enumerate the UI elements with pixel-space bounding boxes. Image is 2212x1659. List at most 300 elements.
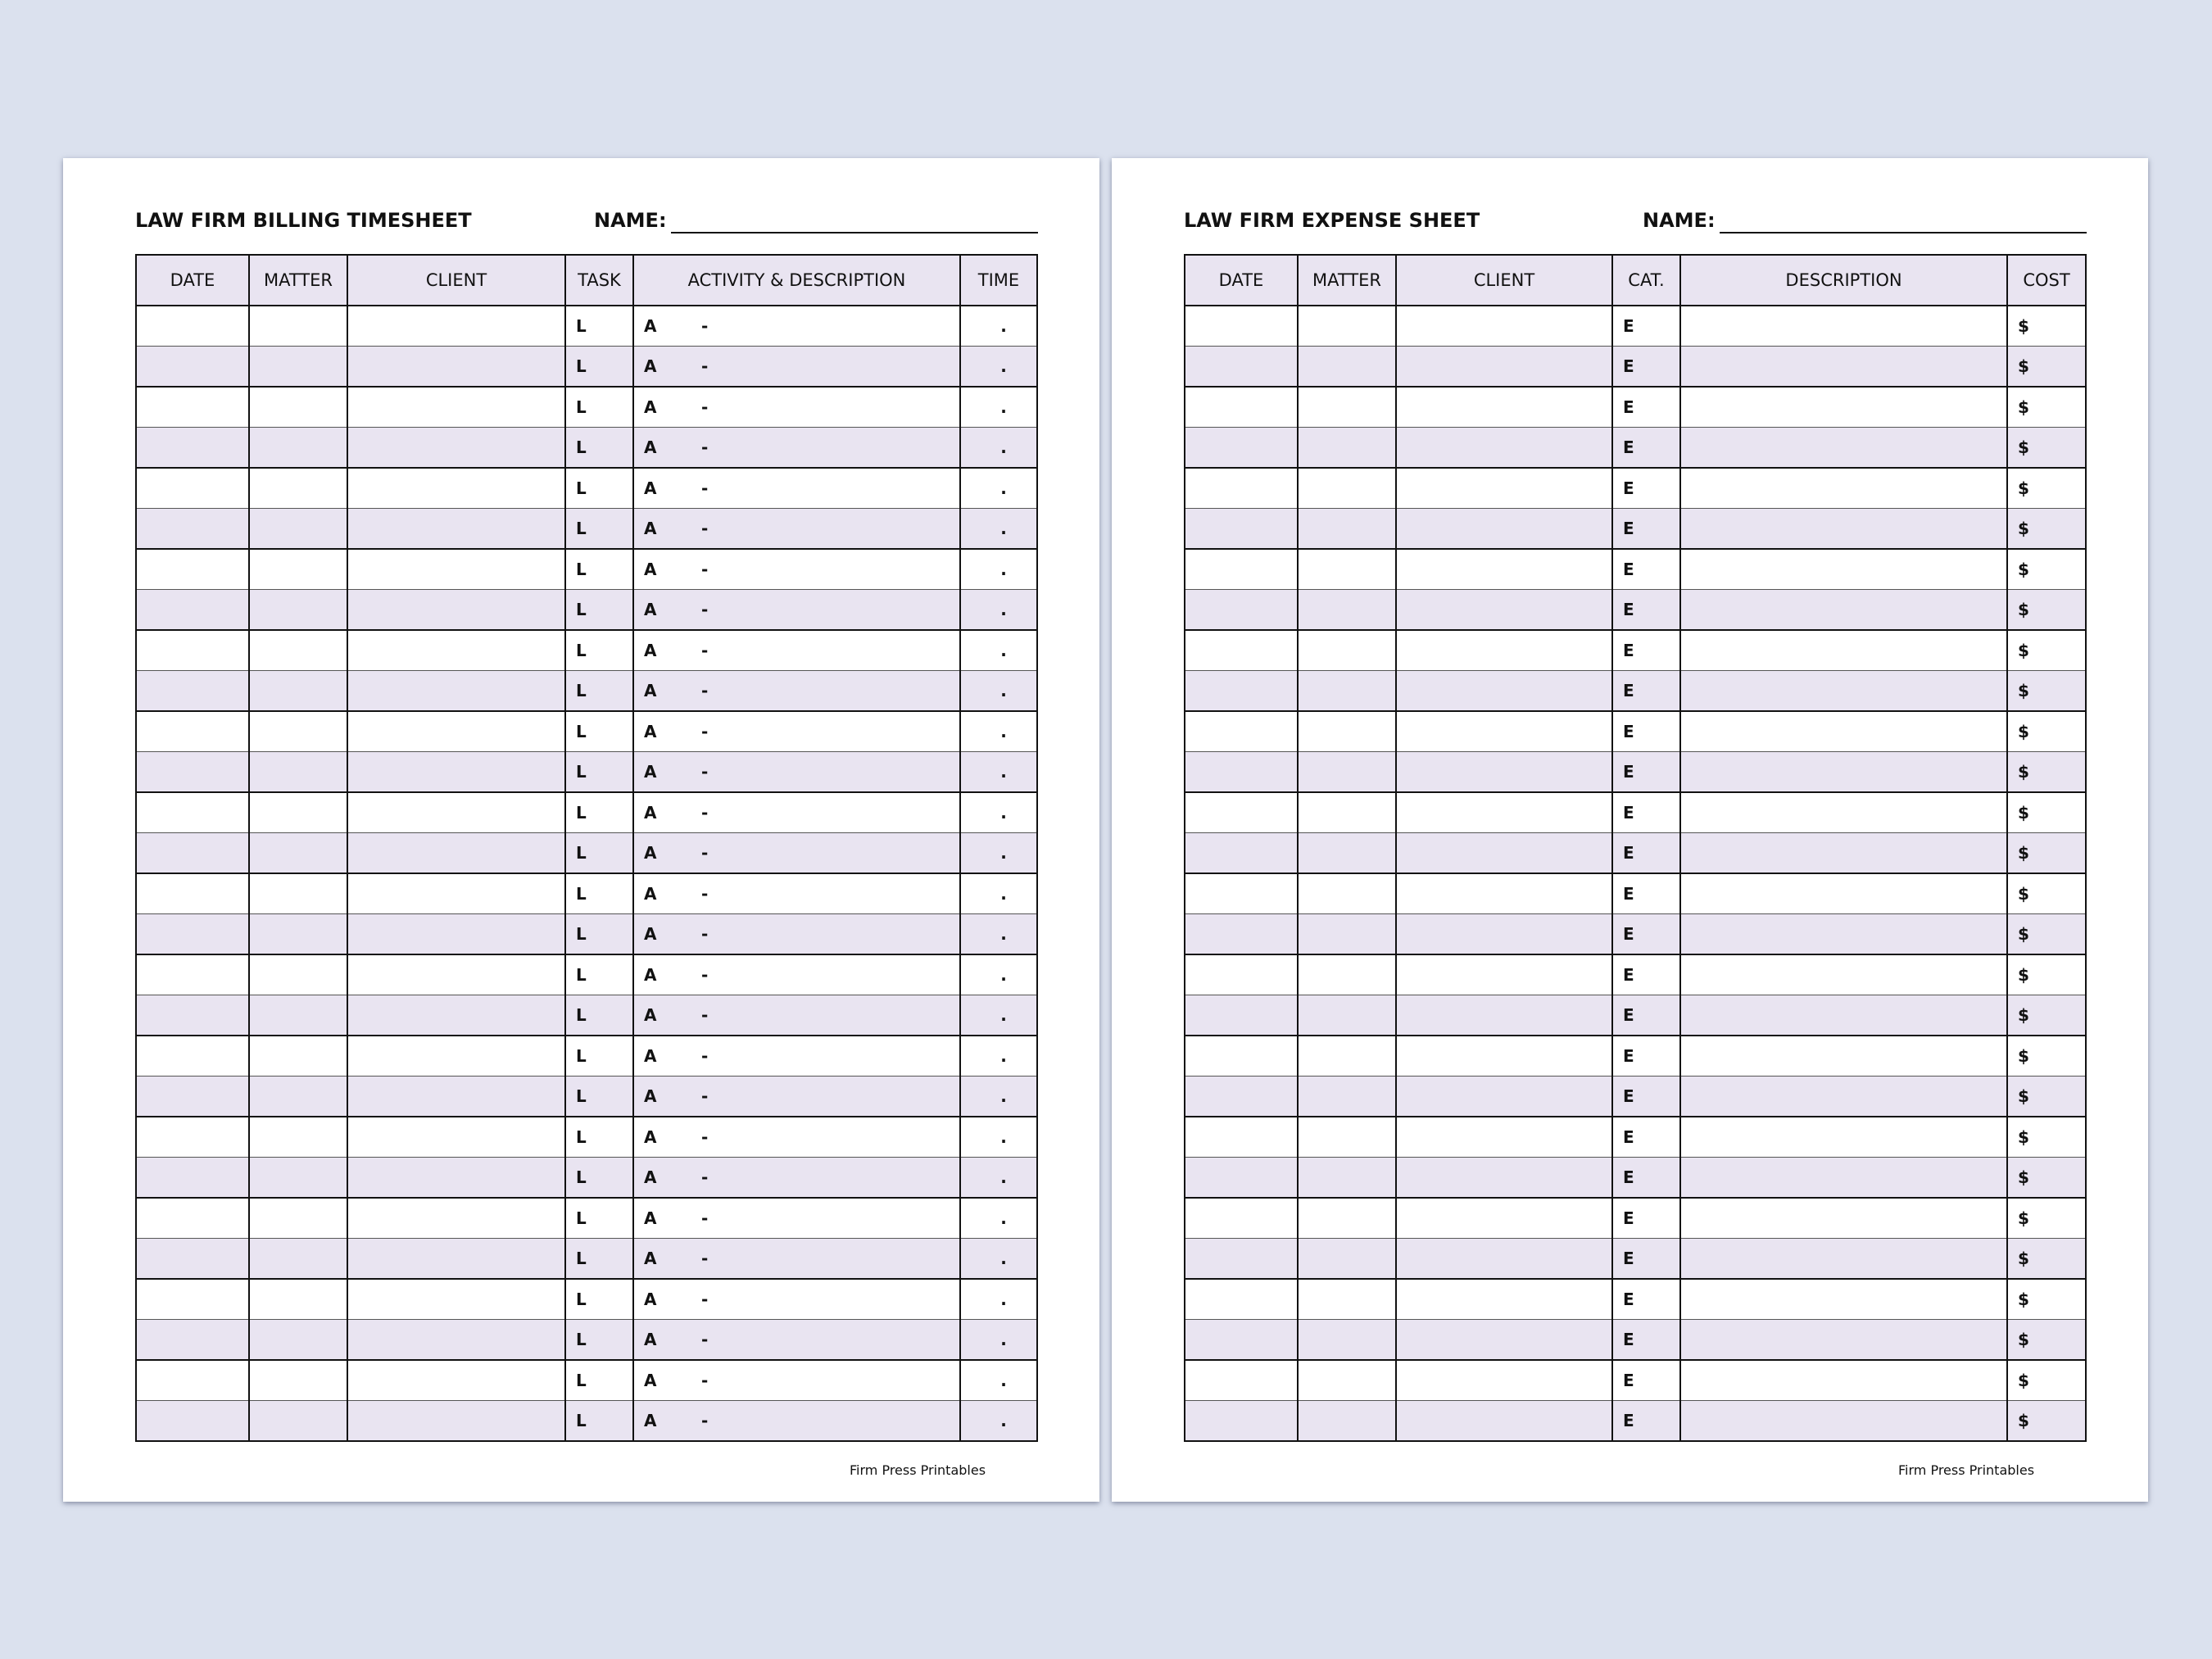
activity-cell[interactable] [633,833,960,874]
client-cell[interactable] [347,914,565,955]
description-cell[interactable] [1680,833,2007,874]
task-cell[interactable] [565,428,633,469]
date-cell[interactable] [136,1198,249,1239]
date-cell[interactable] [1185,792,1298,833]
client-cell[interactable] [1396,792,1612,833]
category-cell[interactable] [1612,954,1680,995]
task-cell[interactable] [565,1239,633,1280]
matter-cell[interactable] [249,1401,347,1442]
date-cell[interactable] [1185,1117,1298,1158]
cost-cell[interactable] [2007,792,2086,833]
matter-cell[interactable] [249,590,347,631]
time-cell[interactable] [960,1198,1037,1239]
client-cell[interactable] [347,306,565,347]
client-cell[interactable] [347,1239,565,1280]
time-cell[interactable] [960,1401,1037,1442]
category-cell[interactable] [1612,752,1680,793]
activity-cell[interactable] [633,347,960,388]
activity-cell[interactable] [633,630,960,671]
category-cell[interactable] [1612,1077,1680,1117]
matter-cell[interactable] [249,1158,347,1199]
date-cell[interactable] [1185,833,1298,874]
matter-cell[interactable] [249,1239,347,1280]
cost-cell[interactable] [2007,752,2086,793]
client-cell[interactable] [1396,1239,1612,1280]
date-cell[interactable] [1185,1036,1298,1077]
date-cell[interactable] [1185,590,1298,631]
category-cell[interactable] [1612,428,1680,469]
task-cell[interactable] [565,1401,633,1442]
category-cell[interactable] [1612,468,1680,509]
category-cell[interactable] [1612,995,1680,1036]
cost-cell[interactable] [2007,468,2086,509]
category-cell[interactable] [1612,792,1680,833]
description-cell[interactable] [1680,509,2007,550]
client-cell[interactable] [1396,1077,1612,1117]
matter-cell[interactable] [1298,387,1396,428]
client-cell[interactable] [347,428,565,469]
date-cell[interactable] [1185,1239,1298,1280]
matter-cell[interactable] [249,1198,347,1239]
matter-cell[interactable] [1298,549,1396,590]
description-cell[interactable] [1680,630,2007,671]
date-cell[interactable] [136,833,249,874]
matter-cell[interactable] [249,428,347,469]
task-cell[interactable] [565,914,633,955]
task-cell[interactable] [565,468,633,509]
matter-cell[interactable] [249,995,347,1036]
time-cell[interactable] [960,1077,1037,1117]
date-cell[interactable] [1185,1279,1298,1320]
matter-cell[interactable] [1298,1279,1396,1320]
category-cell[interactable] [1612,711,1680,752]
task-cell[interactable] [565,833,633,874]
description-cell[interactable] [1680,387,2007,428]
time-cell[interactable] [960,954,1037,995]
matter-cell[interactable] [249,509,347,550]
date-cell[interactable] [1185,1077,1298,1117]
date-cell[interactable] [1185,1158,1298,1199]
category-cell[interactable] [1612,590,1680,631]
cost-cell[interactable] [2007,995,2086,1036]
date-cell[interactable] [136,792,249,833]
cost-cell[interactable] [2007,914,2086,955]
time-cell[interactable] [960,873,1037,914]
time-cell[interactable] [960,306,1037,347]
activity-cell[interactable] [633,711,960,752]
client-cell[interactable] [1396,833,1612,874]
matter-cell[interactable] [1298,873,1396,914]
category-cell[interactable] [1612,1401,1680,1442]
task-cell[interactable] [565,306,633,347]
client-cell[interactable] [347,1158,565,1199]
client-cell[interactable] [1396,549,1612,590]
client-cell[interactable] [1396,1320,1612,1361]
client-cell[interactable] [347,509,565,550]
matter-cell[interactable] [1298,468,1396,509]
date-cell[interactable] [136,428,249,469]
matter-cell[interactable] [249,549,347,590]
description-cell[interactable] [1680,671,2007,712]
matter-cell[interactable] [1298,1198,1396,1239]
task-cell[interactable] [565,1117,633,1158]
category-cell[interactable] [1612,347,1680,388]
date-cell[interactable] [136,306,249,347]
client-cell[interactable] [347,347,565,388]
matter-cell[interactable] [1298,428,1396,469]
activity-cell[interactable] [633,428,960,469]
time-cell[interactable] [960,1360,1037,1401]
time-cell[interactable] [960,752,1037,793]
task-cell[interactable] [565,752,633,793]
description-cell[interactable] [1680,1279,2007,1320]
cost-cell[interactable] [2007,954,2086,995]
date-cell[interactable] [136,1320,249,1361]
time-cell[interactable] [960,995,1037,1036]
cost-cell[interactable] [2007,671,2086,712]
task-cell[interactable] [565,590,633,631]
description-cell[interactable] [1680,1320,2007,1361]
activity-cell[interactable] [633,1360,960,1401]
task-cell[interactable] [565,711,633,752]
cost-cell[interactable] [2007,306,2086,347]
task-cell[interactable] [565,792,633,833]
category-cell[interactable] [1612,914,1680,955]
cost-cell[interactable] [2007,590,2086,631]
time-cell[interactable] [960,1279,1037,1320]
cost-cell[interactable] [2007,1239,2086,1280]
client-cell[interactable] [347,1036,565,1077]
time-cell[interactable] [960,630,1037,671]
task-cell[interactable] [565,347,633,388]
category-cell[interactable] [1612,1198,1680,1239]
client-cell[interactable] [347,954,565,995]
client-cell[interactable] [347,711,565,752]
date-cell[interactable] [136,914,249,955]
date-cell[interactable] [1185,752,1298,793]
description-cell[interactable] [1680,752,2007,793]
category-cell[interactable] [1612,549,1680,590]
activity-cell[interactable] [633,954,960,995]
matter-cell[interactable] [249,306,347,347]
date-cell[interactable] [136,347,249,388]
task-cell[interactable] [565,549,633,590]
client-cell[interactable] [1396,995,1612,1036]
date-cell[interactable] [1185,306,1298,347]
description-cell[interactable] [1680,1077,2007,1117]
matter-cell[interactable] [249,1036,347,1077]
date-cell[interactable] [136,387,249,428]
matter-cell[interactable] [1298,590,1396,631]
activity-cell[interactable] [633,549,960,590]
description-cell[interactable] [1680,1360,2007,1401]
activity-cell[interactable] [633,387,960,428]
date-cell[interactable] [136,752,249,793]
date-cell[interactable] [136,1401,249,1442]
activity-cell[interactable] [633,1279,960,1320]
matter-cell[interactable] [1298,1360,1396,1401]
category-cell[interactable] [1612,1117,1680,1158]
cost-cell[interactable] [2007,833,2086,874]
client-cell[interactable] [347,549,565,590]
matter-cell[interactable] [1298,1158,1396,1199]
category-cell[interactable] [1612,1239,1680,1280]
time-cell[interactable] [960,914,1037,955]
time-cell[interactable] [960,509,1037,550]
description-cell[interactable] [1680,1239,2007,1280]
date-cell[interactable] [1185,428,1298,469]
client-cell[interactable] [1396,306,1612,347]
cost-cell[interactable] [2007,428,2086,469]
client-cell[interactable] [347,833,565,874]
client-cell[interactable] [347,752,565,793]
matter-cell[interactable] [1298,752,1396,793]
matter-cell[interactable] [1298,1239,1396,1280]
cost-cell[interactable] [2007,873,2086,914]
task-cell[interactable] [565,1158,633,1199]
client-cell[interactable] [347,995,565,1036]
client-cell[interactable] [1396,1401,1612,1442]
matter-cell[interactable] [1298,1401,1396,1442]
cost-cell[interactable] [2007,1360,2086,1401]
client-cell[interactable] [347,1360,565,1401]
category-cell[interactable] [1612,1158,1680,1199]
matter-cell[interactable] [1298,914,1396,955]
category-cell[interactable] [1612,1360,1680,1401]
activity-cell[interactable] [633,1239,960,1280]
matter-cell[interactable] [249,833,347,874]
matter-cell[interactable] [1298,995,1396,1036]
matter-cell[interactable] [249,914,347,955]
description-cell[interactable] [1680,1401,2007,1442]
matter-cell[interactable] [1298,671,1396,712]
date-cell[interactable] [1185,347,1298,388]
activity-cell[interactable] [633,509,960,550]
date-cell[interactable] [1185,509,1298,550]
client-cell[interactable] [347,1401,565,1442]
client-cell[interactable] [1396,347,1612,388]
time-cell[interactable] [960,711,1037,752]
matter-cell[interactable] [1298,954,1396,995]
category-cell[interactable] [1612,509,1680,550]
activity-cell[interactable] [633,873,960,914]
date-cell[interactable] [1185,1360,1298,1401]
category-cell[interactable] [1612,671,1680,712]
client-cell[interactable] [1396,752,1612,793]
time-cell[interactable] [960,428,1037,469]
date-cell[interactable] [136,873,249,914]
task-cell[interactable] [565,509,633,550]
description-cell[interactable] [1680,1158,2007,1199]
time-cell[interactable] [960,468,1037,509]
matter-cell[interactable] [1298,1077,1396,1117]
client-cell[interactable] [1396,630,1612,671]
matter-cell[interactable] [249,1117,347,1158]
matter-cell[interactable] [249,1077,347,1117]
client-cell[interactable] [347,468,565,509]
activity-cell[interactable] [633,792,960,833]
date-cell[interactable] [1185,873,1298,914]
time-cell[interactable] [960,1158,1037,1199]
description-cell[interactable] [1680,347,2007,388]
date-cell[interactable] [136,1360,249,1401]
category-cell[interactable] [1612,630,1680,671]
matter-cell[interactable] [1298,1036,1396,1077]
category-cell[interactable] [1612,387,1680,428]
cost-cell[interactable] [2007,1036,2086,1077]
date-cell[interactable] [1185,630,1298,671]
time-cell[interactable] [960,1036,1037,1077]
date-cell[interactable] [136,630,249,671]
cost-cell[interactable] [2007,1198,2086,1239]
activity-cell[interactable] [633,995,960,1036]
date-cell[interactable] [136,590,249,631]
activity-cell[interactable] [633,752,960,793]
cost-cell[interactable] [2007,1158,2086,1199]
matter-cell[interactable] [249,630,347,671]
date-cell[interactable] [136,549,249,590]
matter-cell[interactable] [1298,347,1396,388]
task-cell[interactable] [565,387,633,428]
date-cell[interactable] [136,671,249,712]
client-cell[interactable] [1396,1117,1612,1158]
category-cell[interactable] [1612,873,1680,914]
matter-cell[interactable] [249,387,347,428]
description-cell[interactable] [1680,549,2007,590]
matter-cell[interactable] [1298,1117,1396,1158]
client-cell[interactable] [347,1117,565,1158]
cost-cell[interactable] [2007,387,2086,428]
cost-cell[interactable] [2007,1279,2086,1320]
date-cell[interactable] [136,1117,249,1158]
cost-cell[interactable] [2007,1401,2086,1442]
task-cell[interactable] [565,1360,633,1401]
date-cell[interactable] [1185,468,1298,509]
client-cell[interactable] [347,1198,565,1239]
activity-cell[interactable] [633,306,960,347]
matter-cell[interactable] [249,468,347,509]
cost-cell[interactable] [2007,1077,2086,1117]
description-cell[interactable] [1680,873,2007,914]
cost-cell[interactable] [2007,1117,2086,1158]
description-cell[interactable] [1680,590,2007,631]
matter-cell[interactable] [249,347,347,388]
matter-cell[interactable] [249,671,347,712]
cost-cell[interactable] [2007,711,2086,752]
description-cell[interactable] [1680,1036,2007,1077]
date-cell[interactable] [1185,711,1298,752]
client-cell[interactable] [1396,428,1612,469]
activity-cell[interactable] [633,1077,960,1117]
client-cell[interactable] [347,387,565,428]
category-cell[interactable] [1612,1036,1680,1077]
client-cell[interactable] [347,792,565,833]
date-cell[interactable] [136,509,249,550]
activity-cell[interactable] [633,1320,960,1361]
description-cell[interactable] [1680,1198,2007,1239]
matter-cell[interactable] [249,1279,347,1320]
activity-cell[interactable] [633,1036,960,1077]
client-cell[interactable] [347,1279,565,1320]
time-cell[interactable] [960,387,1037,428]
date-cell[interactable] [1185,914,1298,955]
description-cell[interactable] [1680,954,2007,995]
description-cell[interactable] [1680,428,2007,469]
task-cell[interactable] [565,630,633,671]
date-cell[interactable] [1185,671,1298,712]
matter-cell[interactable] [1298,630,1396,671]
activity-cell[interactable] [633,590,960,631]
date-cell[interactable] [1185,954,1298,995]
client-cell[interactable] [1396,1279,1612,1320]
matter-cell[interactable] [249,1320,347,1361]
activity-cell[interactable] [633,671,960,712]
client-cell[interactable] [1396,1360,1612,1401]
task-cell[interactable] [565,671,633,712]
matter-cell[interactable] [249,711,347,752]
description-cell[interactable] [1680,306,2007,347]
client-cell[interactable] [1396,387,1612,428]
time-cell[interactable] [960,549,1037,590]
client-cell[interactable] [1396,914,1612,955]
client-cell[interactable] [1396,1158,1612,1199]
description-cell[interactable] [1680,711,2007,752]
task-cell[interactable] [565,1279,633,1320]
client-cell[interactable] [347,590,565,631]
date-cell[interactable] [1185,995,1298,1036]
matter-cell[interactable] [1298,792,1396,833]
category-cell[interactable] [1612,1320,1680,1361]
date-cell[interactable] [136,1279,249,1320]
category-cell[interactable] [1612,1279,1680,1320]
description-cell[interactable] [1680,468,2007,509]
activity-cell[interactable] [633,914,960,955]
time-cell[interactable] [960,590,1037,631]
date-cell[interactable] [1185,549,1298,590]
activity-cell[interactable] [633,1158,960,1199]
cost-cell[interactable] [2007,509,2086,550]
client-cell[interactable] [347,873,565,914]
task-cell[interactable] [565,1198,633,1239]
date-cell[interactable] [136,468,249,509]
client-cell[interactable] [1396,873,1612,914]
cost-cell[interactable] [2007,549,2086,590]
matter-cell[interactable] [249,873,347,914]
activity-cell[interactable] [633,1117,960,1158]
cost-cell[interactable] [2007,1320,2086,1361]
task-cell[interactable] [565,954,633,995]
time-cell[interactable] [960,792,1037,833]
time-cell[interactable] [960,1117,1037,1158]
client-cell[interactable] [1396,590,1612,631]
date-cell[interactable] [136,1077,249,1117]
description-cell[interactable] [1680,792,2007,833]
description-cell[interactable] [1680,995,2007,1036]
cost-cell[interactable] [2007,630,2086,671]
date-cell[interactable] [1185,1198,1298,1239]
task-cell[interactable] [565,1036,633,1077]
client-cell[interactable] [1396,468,1612,509]
date-cell[interactable] [1185,1320,1298,1361]
matter-cell[interactable] [1298,306,1396,347]
matter-cell[interactable] [249,1360,347,1401]
matter-cell[interactable] [1298,1320,1396,1361]
date-cell[interactable] [136,711,249,752]
date-cell[interactable] [136,995,249,1036]
client-cell[interactable] [347,630,565,671]
date-cell[interactable] [136,954,249,995]
task-cell[interactable] [565,995,633,1036]
